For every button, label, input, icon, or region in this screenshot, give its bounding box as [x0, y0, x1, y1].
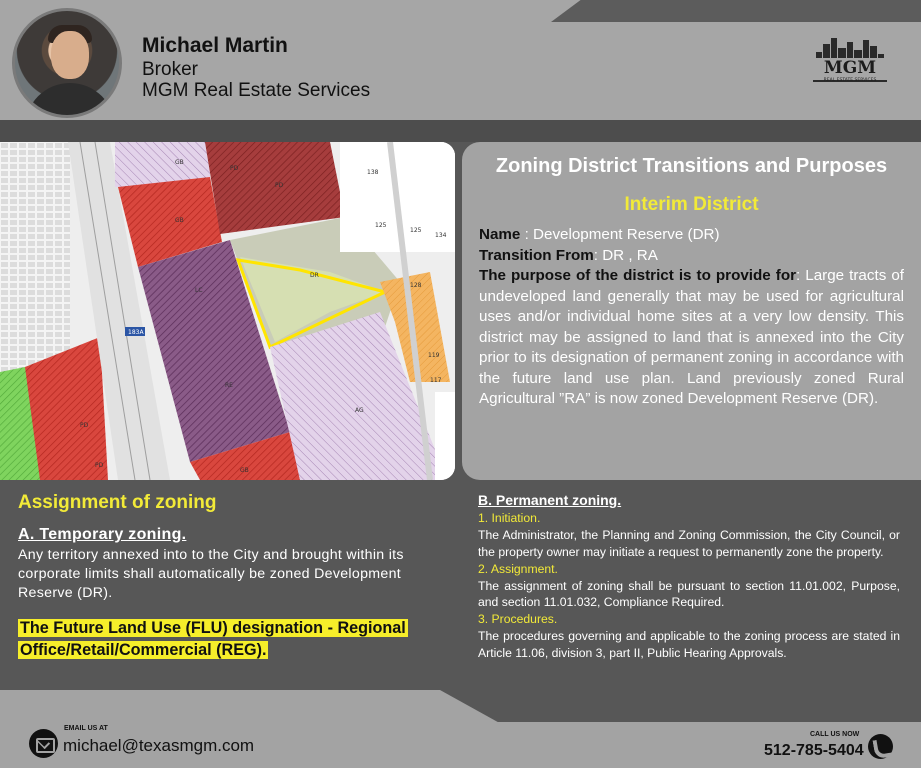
map-label: 125	[375, 222, 387, 229]
zoning-map	[0, 142, 455, 480]
map-label: PD	[80, 422, 89, 429]
procedures-body: The procedures governing and applicable to the zoning process are stated in Article 11.06, division 3, part II, Public Hearing Approvals.	[478, 629, 900, 661]
header	[0, 0, 921, 120]
purpose-value: : Large tracts of undeveloped land generally that may be used for agricultural uses and/or individual home sites at a very low density. This district may be assigned to land that is annexed into the City prior to its designation of permanent zoning in accordance with the future land use plan. Land previously zoned Rural Agricultural ”RA” is now zoned Development Reserve (DR).	[479, 267, 904, 407]
purpose-row	[479, 266, 904, 410]
logo-subtext: REAL ESTATE SERVICES	[823, 78, 877, 83]
map-label: 125	[410, 227, 422, 234]
map-label: 134	[435, 232, 447, 239]
map-label: GB	[175, 217, 184, 224]
map-label: DR	[310, 272, 319, 279]
assignment-body: The assignment of zoning shall be pursuant to section 11.01.002, Purpose, and section 11.01.032, Compliance Required.	[478, 578, 900, 610]
panel-subtitle: Interim District	[624, 194, 759, 215]
panel-title: Zoning District Transitions and Purposes	[495, 155, 888, 177]
email-icon	[29, 729, 58, 758]
logo-text: MGM	[823, 58, 877, 78]
map-label: 138	[367, 169, 379, 176]
initiation-body: The Administrator, the Planning and Zoning Commission, the City Council, or the property owner may initiate a request to permanently zone the property.	[478, 527, 900, 559]
name-label: Name	[479, 226, 521, 243]
panel-body	[479, 225, 904, 410]
map-label: 128	[410, 282, 422, 289]
temporary-zoning-body: Any territory annexed into to the City and brought within its corporate limits shall automatically be zoned Development Reserve (DR).	[18, 547, 404, 601]
map-label: PD	[95, 462, 104, 469]
purpose-label: The purpose of the district is to provide for	[479, 267, 797, 284]
footer-stripe	[440, 690, 921, 722]
agent-avatar	[12, 8, 122, 118]
map-label: 117	[430, 377, 442, 384]
header-stripe	[551, 0, 921, 22]
phone-link[interactable]: 512-785-5404	[764, 742, 864, 759]
zoning-map-graphic	[0, 142, 455, 480]
name-row	[479, 225, 904, 246]
flu-designation	[18, 617, 438, 661]
name-value: : Development Reserve (DR)	[520, 226, 720, 243]
agent-title: Broker	[142, 59, 198, 80]
initiation-title: 1. Initiation.	[478, 510, 541, 525]
temporary-zoning-title: A. Temporary zoning.	[18, 526, 187, 543]
agent-name: Michael Martin	[142, 34, 288, 57]
transition-row	[479, 246, 904, 267]
permanent-zoning-title: B. Permanent zoning.	[478, 492, 622, 508]
map-label: LC	[195, 287, 203, 294]
map-label: GB	[175, 159, 184, 166]
procedures-title: 3. Procedures.	[478, 612, 558, 627]
phone-icon	[868, 734, 893, 759]
dark-band	[0, 120, 921, 142]
zoning-info-panel	[462, 142, 921, 480]
map-label: 183A	[128, 329, 144, 336]
transition-label: Transition From	[479, 246, 594, 264]
map-label: 119	[428, 352, 440, 359]
agent-company: MGM Real Estate Services	[142, 80, 371, 101]
assignment-title: Assignment of zoning	[18, 492, 217, 513]
map-label: PD	[275, 182, 284, 189]
email-link[interactable]: michael@texasmgm.com	[63, 736, 255, 755]
transition-value: : DR , RA	[593, 246, 658, 264]
permanent-zoning	[478, 492, 900, 662]
map-label: RE	[225, 382, 233, 389]
flu-text: The Future Land Use (FLU) designation - Regional Office/Retail/Commercial (REG).	[20, 619, 406, 659]
map-label: PD	[230, 165, 239, 172]
assignment-subtitle: 2. Assignment.	[478, 561, 558, 576]
map-label: GB	[240, 467, 249, 474]
phone-label: CALL US NOW	[810, 731, 860, 738]
email-label: EMAIL US AT	[64, 725, 108, 732]
map-label: AG	[355, 407, 364, 414]
